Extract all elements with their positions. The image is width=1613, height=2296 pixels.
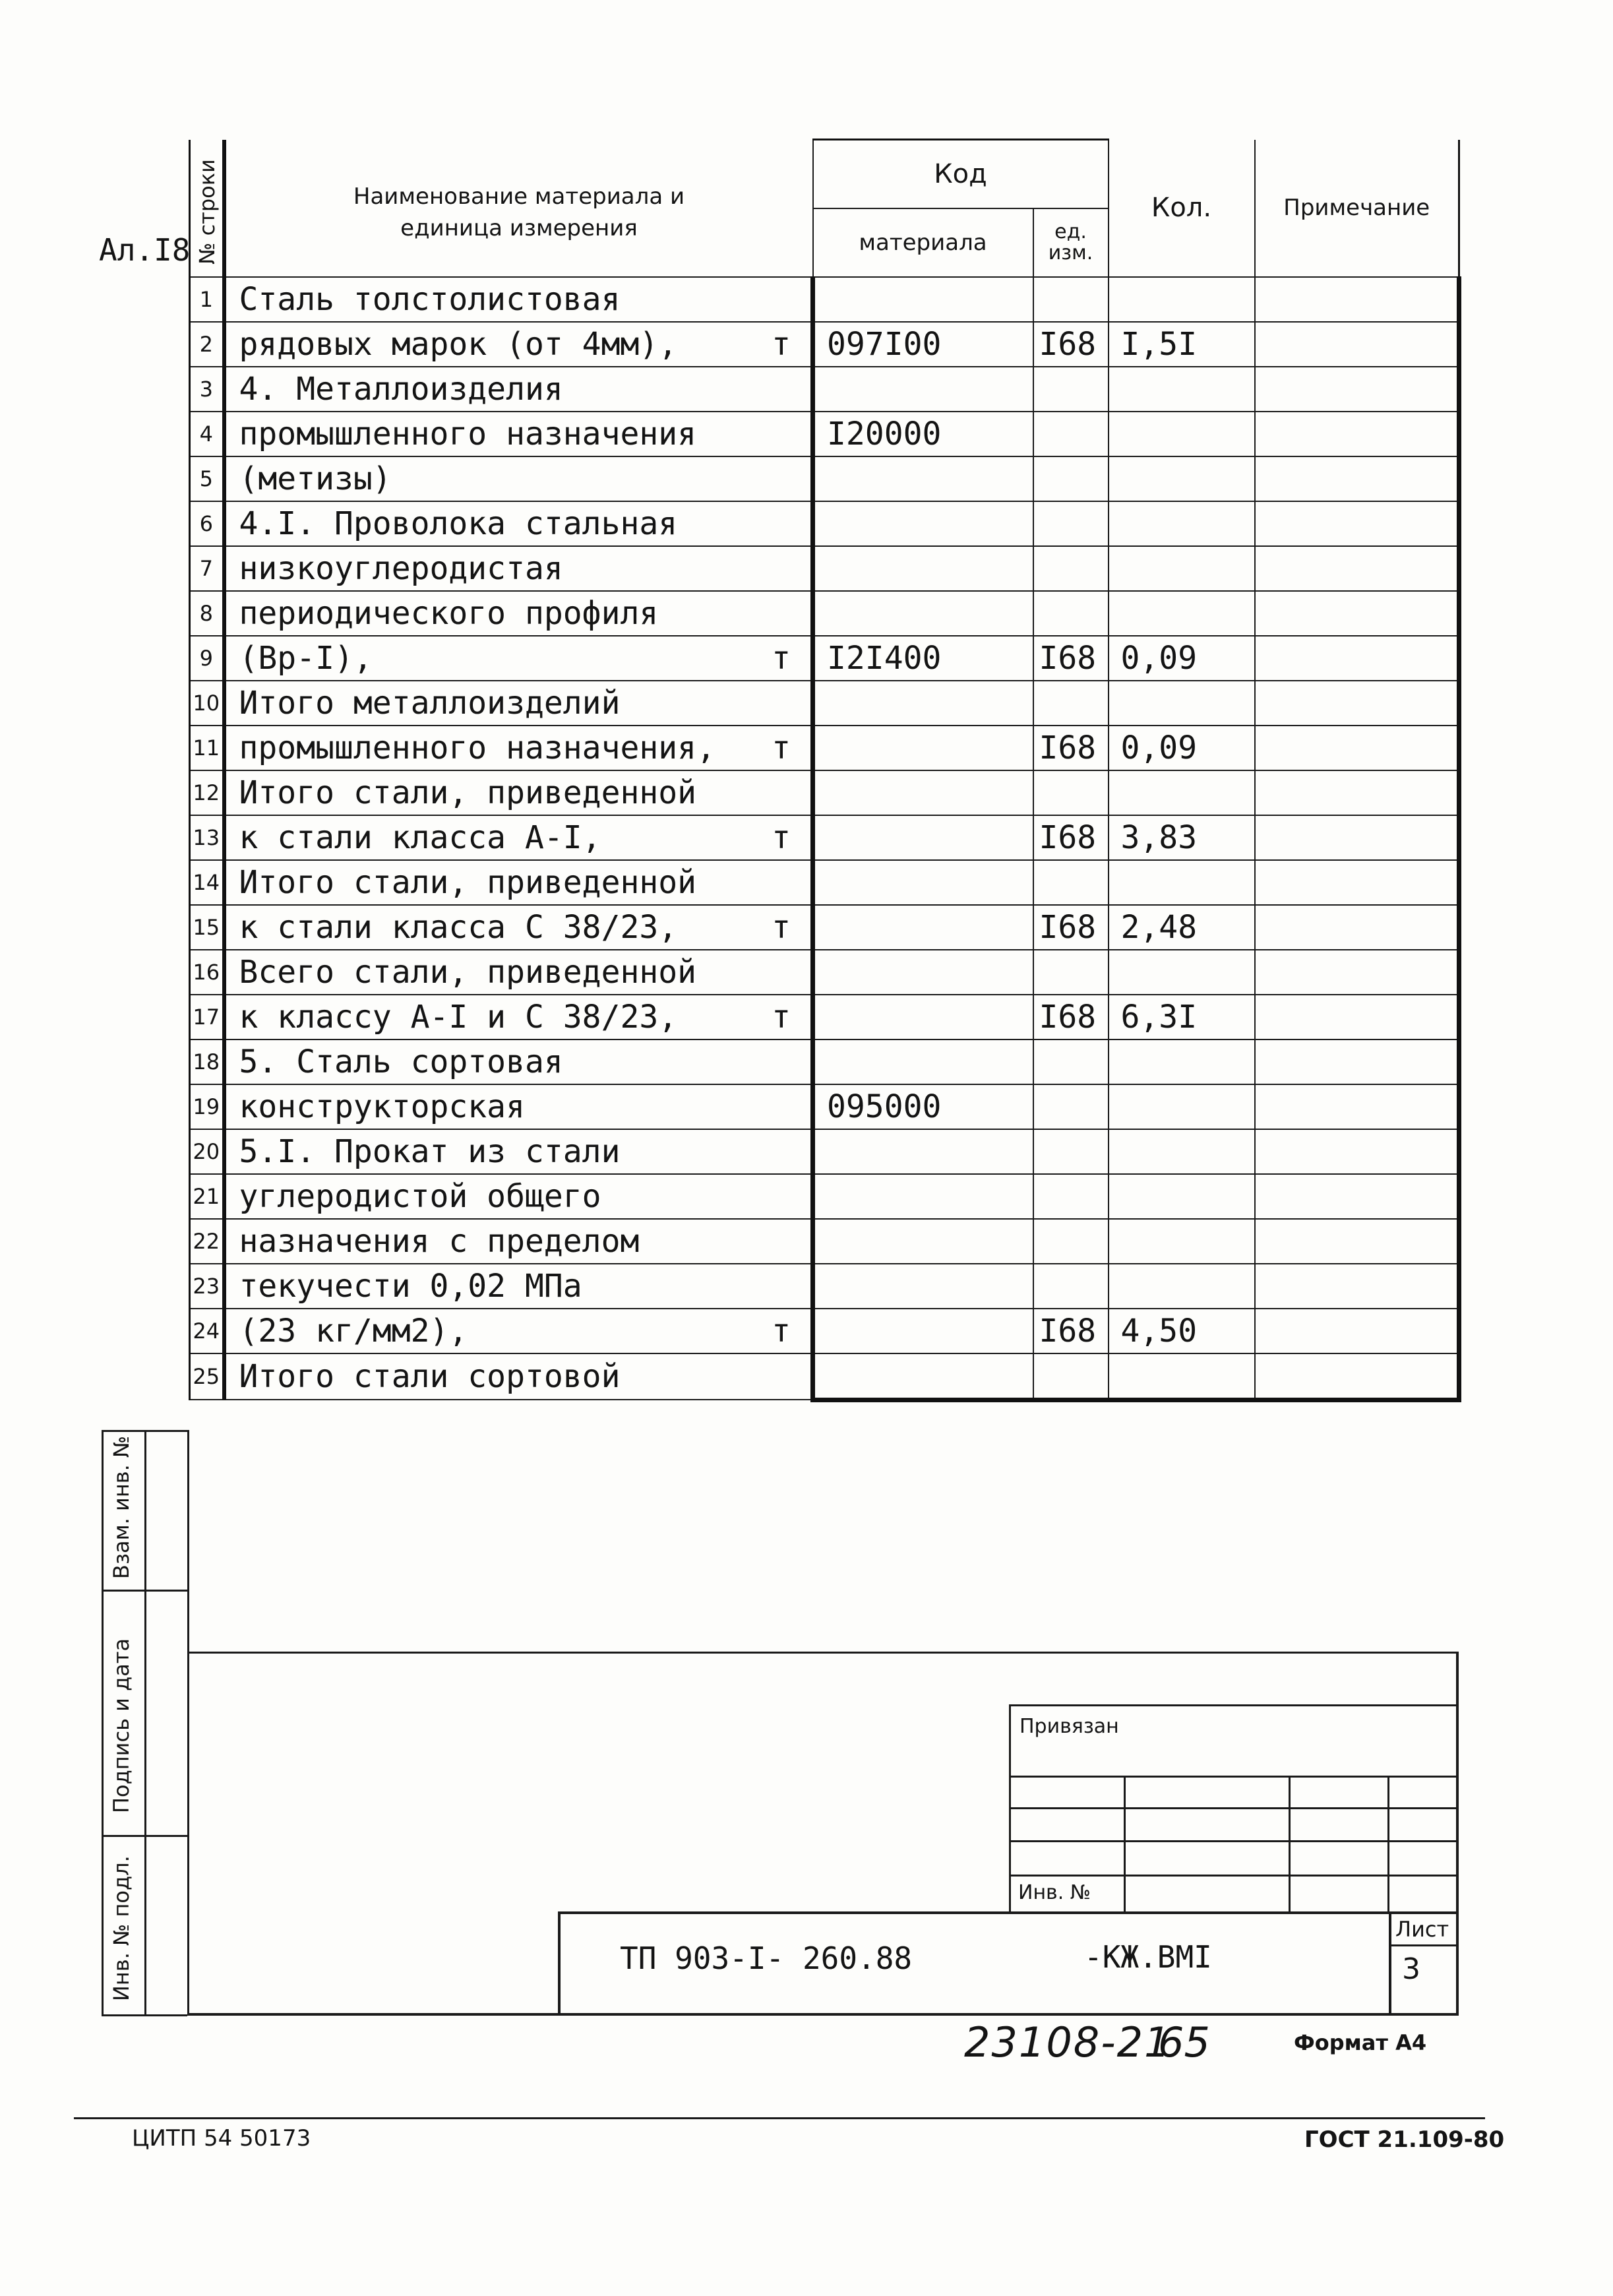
material-name-text: конструкторская xyxy=(239,1088,525,1125)
note xyxy=(1255,277,1459,322)
material-code: 097I00 xyxy=(813,322,1033,367)
table-row xyxy=(190,726,1459,770)
note xyxy=(1255,636,1459,681)
material-name-text: к классу А-I и С 38/23, xyxy=(239,998,678,1036)
unit-code xyxy=(1033,1219,1109,1264)
material-name-text: Итого стали, приведенной xyxy=(239,774,697,811)
row-number: 14 xyxy=(190,860,224,905)
material-code: I20000 xyxy=(813,412,1033,456)
header-note: Примечание xyxy=(1255,140,1459,277)
unit-code: I68 xyxy=(1033,726,1109,770)
material-name xyxy=(224,412,813,456)
material-name xyxy=(224,726,813,770)
note xyxy=(1255,546,1459,591)
unit-code xyxy=(1033,277,1109,322)
row-number: 21 xyxy=(190,1174,224,1219)
note xyxy=(1255,591,1459,636)
material-code xyxy=(813,591,1033,636)
material-name xyxy=(224,860,813,905)
note xyxy=(1255,322,1459,367)
note xyxy=(1255,905,1459,950)
material-name xyxy=(224,1084,813,1129)
table-row xyxy=(190,950,1459,995)
row-number: 22 xyxy=(190,1219,224,1264)
table-row xyxy=(190,1353,1459,1400)
material-code: I2I400 xyxy=(813,636,1033,681)
row-number: 20 xyxy=(190,1129,224,1174)
note xyxy=(1255,1039,1459,1084)
quantity xyxy=(1109,1039,1255,1084)
unit-code xyxy=(1033,1174,1109,1219)
measure-unit: т xyxy=(772,908,791,946)
material-name-text: 5.I. Прокат из стали xyxy=(239,1132,621,1170)
material-code xyxy=(813,1353,1033,1400)
quantity: 6,3I xyxy=(1109,995,1255,1039)
table-row xyxy=(190,905,1459,950)
sheet-marker: Ал.I8 xyxy=(99,232,191,268)
unit-code xyxy=(1033,1039,1109,1084)
material-name-text: к стали класса А-I, xyxy=(239,819,601,856)
table-row xyxy=(190,456,1459,501)
material-name xyxy=(224,277,813,322)
material-name-text: текучести 0,02 МПа xyxy=(239,1267,582,1305)
material-name-text: промышленного назначения, xyxy=(239,729,715,766)
material-name xyxy=(224,591,813,636)
row-number: 24 xyxy=(190,1309,224,1353)
unit-code xyxy=(1033,456,1109,501)
table-row xyxy=(190,860,1459,905)
table-row xyxy=(190,591,1459,636)
table-row xyxy=(190,681,1459,726)
stamp-signature-date: Подпись и дата xyxy=(109,1638,134,1813)
material-name-text: к стали класса С 38/23, xyxy=(239,908,678,946)
row-number: 18 xyxy=(190,1039,224,1084)
material-name xyxy=(224,1353,813,1400)
material-code xyxy=(813,815,1033,860)
material-name-text: (Вр-I), xyxy=(239,639,373,677)
header-name: Наименование материала и единица измерения xyxy=(224,140,813,277)
material-name xyxy=(224,636,813,681)
unit-code xyxy=(1033,367,1109,412)
note xyxy=(1255,770,1459,815)
table-row xyxy=(190,1129,1459,1174)
material-name-text: 4. Металлоизделия xyxy=(239,370,563,408)
note xyxy=(1255,950,1459,995)
quantity xyxy=(1109,591,1255,636)
table-row xyxy=(190,1264,1459,1309)
material-code xyxy=(813,1039,1033,1084)
material-code xyxy=(813,995,1033,1039)
table-row xyxy=(190,367,1459,412)
table-row xyxy=(190,322,1459,367)
material-code xyxy=(813,367,1033,412)
material-code xyxy=(813,905,1033,950)
note xyxy=(1255,995,1459,1039)
unit-code xyxy=(1033,591,1109,636)
quantity xyxy=(1109,681,1255,726)
row-number: 4 xyxy=(190,412,224,456)
material-code xyxy=(813,950,1033,995)
material-name-text: рядовых марок (от 4мм), xyxy=(239,325,678,363)
material-name xyxy=(224,1129,813,1174)
quantity xyxy=(1109,860,1255,905)
quantity: 0,09 xyxy=(1109,636,1255,681)
material-name-text: Итого стали сортовой xyxy=(239,1357,621,1395)
measure-unit: т xyxy=(772,1312,791,1350)
sheet-label: Лист xyxy=(1395,1917,1449,1942)
row-number: 25 xyxy=(190,1353,224,1400)
row-number: 2 xyxy=(190,322,224,367)
material-name xyxy=(224,1264,813,1309)
measure-unit: т xyxy=(772,729,791,766)
header-row-number: № строки xyxy=(190,140,224,277)
material-code xyxy=(813,456,1033,501)
material-code xyxy=(813,1219,1033,1264)
stamp-inv-original: Инв. № подл. xyxy=(109,1855,134,2001)
note xyxy=(1255,726,1459,770)
row-number: 5 xyxy=(190,456,224,501)
sheet-number: 3 xyxy=(1402,1952,1420,1986)
material-name-text: 5. Сталь сортовая xyxy=(239,1043,563,1080)
quantity xyxy=(1109,1219,1255,1264)
material-code xyxy=(813,770,1033,815)
note xyxy=(1255,860,1459,905)
org-code: ЦИТП 54 50173 xyxy=(132,2125,311,2152)
table-row xyxy=(190,1084,1459,1129)
material-name xyxy=(224,501,813,546)
unit-code xyxy=(1033,546,1109,591)
material-name-text: Итого стали, приведенной xyxy=(239,863,697,901)
unit-code xyxy=(1033,412,1109,456)
quantity xyxy=(1109,367,1255,412)
quantity xyxy=(1109,1129,1255,1174)
material-name xyxy=(224,681,813,726)
material-name xyxy=(224,1174,813,1219)
note xyxy=(1255,1174,1459,1219)
material-code xyxy=(813,681,1033,726)
table-row xyxy=(190,995,1459,1039)
material-code: 095000 xyxy=(813,1084,1033,1129)
material-name-text: (23 кг/мм2), xyxy=(239,1312,468,1350)
unit-code: I68 xyxy=(1033,322,1109,367)
material-code xyxy=(813,726,1033,770)
row-number: 12 xyxy=(190,770,224,815)
unit-code xyxy=(1033,1353,1109,1400)
quantity xyxy=(1109,456,1255,501)
unit-code: I68 xyxy=(1033,1309,1109,1353)
note xyxy=(1255,1264,1459,1309)
unit-code xyxy=(1033,1264,1109,1309)
handwritten-number: 23108-21 xyxy=(964,2018,1172,2066)
material-code xyxy=(813,1309,1033,1353)
material-name-text: промышленного назначения xyxy=(239,415,697,452)
table-row xyxy=(190,1309,1459,1353)
header-code-material: материала xyxy=(813,208,1033,277)
note xyxy=(1255,1353,1459,1400)
material-code xyxy=(813,1174,1033,1219)
quantity xyxy=(1109,1353,1255,1400)
note xyxy=(1255,1129,1459,1174)
material-name-text: Итого металлоизделий xyxy=(239,684,621,722)
material-name xyxy=(224,815,813,860)
row-number: 6 xyxy=(190,501,224,546)
table-row xyxy=(190,1174,1459,1219)
row-number: 16 xyxy=(190,950,224,995)
material-name-text: периодического профиля xyxy=(239,594,659,632)
format-label: Формат А4 xyxy=(1294,2030,1427,2055)
unit-code: I68 xyxy=(1033,905,1109,950)
table-row xyxy=(190,815,1459,860)
row-number: 3 xyxy=(190,367,224,412)
material-name-text: (метизы) xyxy=(239,460,392,497)
quantity xyxy=(1109,412,1255,456)
note xyxy=(1255,412,1459,456)
material-name xyxy=(224,456,813,501)
note xyxy=(1255,367,1459,412)
header-code-unit: ед. изм. xyxy=(1033,208,1109,277)
material-code xyxy=(813,1129,1033,1174)
note xyxy=(1255,501,1459,546)
material-code xyxy=(813,277,1033,322)
material-name xyxy=(224,995,813,1039)
material-name xyxy=(224,770,813,815)
unit-code xyxy=(1033,770,1109,815)
material-name-text: низкоуглеродистая xyxy=(239,549,563,587)
row-number: 23 xyxy=(190,1264,224,1309)
material-name xyxy=(224,546,813,591)
material-code xyxy=(813,546,1033,591)
quantity: 0,09 xyxy=(1109,726,1255,770)
table-row xyxy=(190,277,1459,322)
quantity xyxy=(1109,1174,1255,1219)
quantity: 4,50 xyxy=(1109,1309,1255,1353)
measure-unit: т xyxy=(772,998,791,1036)
unit-code xyxy=(1033,1129,1109,1174)
quantity xyxy=(1109,1084,1255,1129)
quantity: I,5I xyxy=(1109,322,1255,367)
measure-unit: т xyxy=(772,639,791,677)
specification-table xyxy=(189,139,1458,1652)
note xyxy=(1255,681,1459,726)
note xyxy=(1255,1309,1459,1353)
quantity: 2,48 xyxy=(1109,905,1255,950)
table-row xyxy=(190,1039,1459,1084)
header-code: Код xyxy=(813,140,1109,208)
material-name xyxy=(224,905,813,950)
quantity xyxy=(1109,950,1255,995)
binding-label: Привязан xyxy=(1020,1715,1119,1738)
quantity xyxy=(1109,1264,1255,1309)
unit-code: I68 xyxy=(1033,995,1109,1039)
table-row xyxy=(190,770,1459,815)
note xyxy=(1255,815,1459,860)
row-number: 1 xyxy=(190,277,224,322)
header-qty: Кол. xyxy=(1109,140,1255,277)
material-name xyxy=(224,1039,813,1084)
material-name xyxy=(224,322,813,367)
table-row xyxy=(190,546,1459,591)
unit-code: I68 xyxy=(1033,636,1109,681)
unit-code: I68 xyxy=(1033,815,1109,860)
material-name-text: Сталь толстолистовая xyxy=(239,280,621,318)
row-number: 10 xyxy=(190,681,224,726)
note xyxy=(1255,1084,1459,1129)
material-name-text: Всего стали, приведенной xyxy=(239,953,697,991)
material-name-text: 4.I. Проволока стальная xyxy=(239,505,678,542)
project-designation: ТП 903-I- 260.88 xyxy=(620,1940,913,1976)
row-number: 17 xyxy=(190,995,224,1039)
row-number: 15 xyxy=(190,905,224,950)
stamp-vzam-inv: Взам. инв. № xyxy=(109,1435,134,1579)
quantity: 3,83 xyxy=(1109,815,1255,860)
row-number: 9 xyxy=(190,636,224,681)
material-code xyxy=(813,860,1033,905)
note xyxy=(1255,1219,1459,1264)
quantity xyxy=(1109,546,1255,591)
note xyxy=(1255,456,1459,501)
gost-reference: ГОСТ 21.109-80 xyxy=(1304,2126,1505,2153)
quantity xyxy=(1109,277,1255,322)
measure-unit: т xyxy=(772,819,791,856)
unit-code xyxy=(1033,950,1109,995)
unit-code xyxy=(1033,681,1109,726)
material-code xyxy=(813,1264,1033,1309)
measure-unit: т xyxy=(772,325,791,363)
row-number: 13 xyxy=(190,815,224,860)
material-name xyxy=(224,950,813,995)
quantity xyxy=(1109,770,1255,815)
material-name xyxy=(224,367,813,412)
table-row xyxy=(190,1219,1459,1264)
material-name-text: назначения с пределом xyxy=(239,1222,640,1260)
unit-code xyxy=(1033,1084,1109,1129)
row-number: 11 xyxy=(190,726,224,770)
row-number: 7 xyxy=(190,546,224,591)
unit-code xyxy=(1033,501,1109,546)
document-code: -КЖ.ВМI xyxy=(1084,1939,1212,1975)
row-number: 19 xyxy=(190,1084,224,1129)
material-name-text: углеродистой общего xyxy=(239,1177,601,1215)
handwritten-page: 65 xyxy=(1158,2018,1210,2066)
table-row xyxy=(190,412,1459,456)
material-code xyxy=(813,501,1033,546)
material-name xyxy=(224,1309,813,1353)
unit-code xyxy=(1033,860,1109,905)
quantity xyxy=(1109,501,1255,546)
bottom-rule xyxy=(74,2117,1485,2119)
inv-number-label: Инв. № xyxy=(1018,1881,1091,1904)
table-row xyxy=(190,501,1459,546)
row-number: 8 xyxy=(190,591,224,636)
material-name xyxy=(224,1219,813,1264)
table-row xyxy=(190,636,1459,681)
